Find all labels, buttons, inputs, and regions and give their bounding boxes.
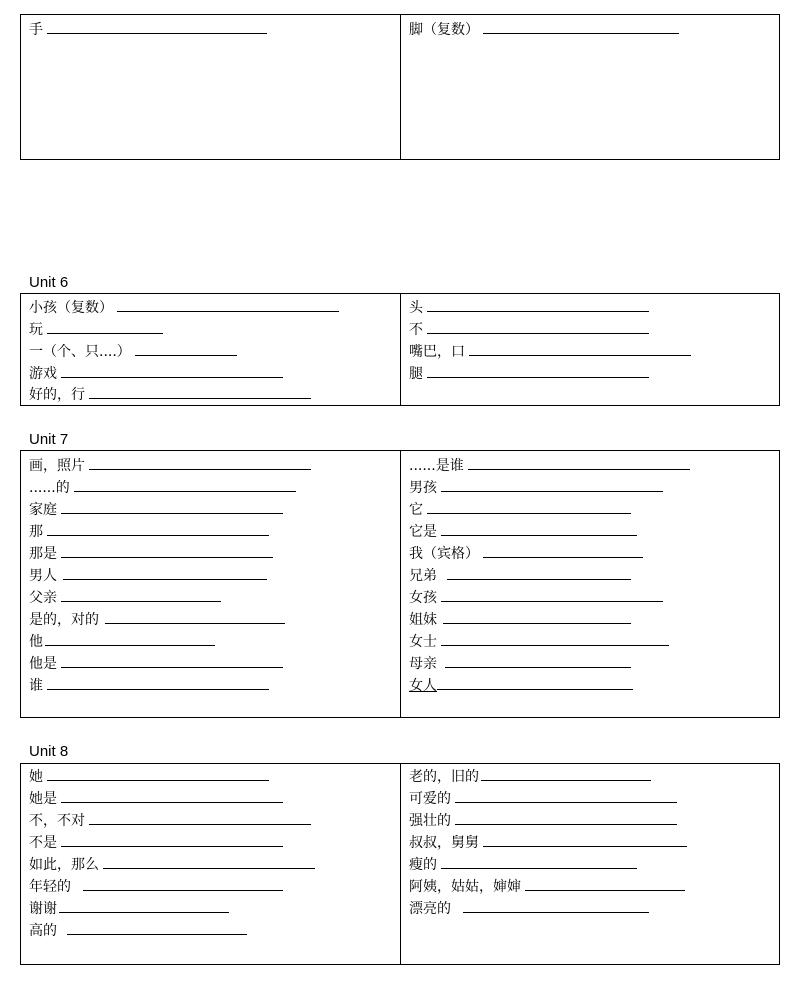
answer-blank[interactable] <box>437 675 633 690</box>
answer-blank[interactable] <box>445 653 631 668</box>
answer-blank[interactable] <box>63 565 267 580</box>
vocab-item: 瘦的 <box>409 854 637 875</box>
answer-blank[interactable] <box>74 477 296 492</box>
answer-blank[interactable] <box>463 898 649 913</box>
vocab-item: 不，不对 <box>29 810 311 831</box>
answer-blank[interactable] <box>61 832 283 847</box>
answer-blank[interactable] <box>83 876 283 891</box>
answer-blank[interactable] <box>468 455 690 470</box>
column-left <box>21 294 401 405</box>
vocab-item: 手 <box>29 19 267 40</box>
unit-6-title: Unit 6 <box>29 274 69 291</box>
answer-blank[interactable] <box>441 631 669 646</box>
answer-blank[interactable] <box>89 384 311 399</box>
vocab-item: 她 <box>29 766 269 787</box>
unit-8-title: Unit 8 <box>29 743 69 760</box>
vocab-item: ......是谁 <box>409 455 690 476</box>
vocab-item: 谁 <box>29 675 269 696</box>
vocab-item: 嘴巴，口 <box>409 341 691 362</box>
vocab-item: 阿姨，姑姑，婶婶 <box>409 876 685 897</box>
column-right <box>401 294 779 405</box>
vocab-item: ......的 <box>29 477 296 498</box>
column-left <box>21 764 401 964</box>
vocab-item: 是的，对的 <box>29 609 285 630</box>
vocab-item: 兄弟 <box>409 565 631 586</box>
answer-blank[interactable] <box>427 297 649 312</box>
vocab-item: 他 <box>29 631 215 652</box>
vocab-item: 可爱的 <box>409 788 677 809</box>
vocab-item: 它是 <box>409 521 637 542</box>
answer-blank[interactable] <box>103 854 315 869</box>
table-top <box>20 14 780 160</box>
vocab-item: 画，照片 <box>29 455 311 476</box>
column-left <box>21 15 401 159</box>
table-unit-7 <box>20 450 780 718</box>
vocab-item: 我（宾格） <box>409 543 643 564</box>
vocab-item: 父亲 <box>29 587 221 608</box>
vocab-item: 高的 <box>29 920 247 941</box>
vocab-item: 老的，旧的 <box>409 766 651 787</box>
answer-blank[interactable] <box>47 319 163 334</box>
vocab-item: 一（个、只....） <box>29 341 237 362</box>
unit-7-title: Unit 7 <box>29 431 69 448</box>
answer-blank[interactable] <box>525 876 685 891</box>
vocab-item: 那是 <box>29 543 273 564</box>
answer-blank[interactable] <box>469 341 691 356</box>
vocab-item: 年轻的 <box>29 876 283 897</box>
vocab-item: 女人 <box>409 675 633 696</box>
column-left <box>21 451 401 717</box>
vocab-item: 女士 <box>409 631 669 652</box>
vocab-item: 母亲 <box>409 653 631 674</box>
answer-blank[interactable] <box>61 653 283 668</box>
answer-blank[interactable] <box>45 631 215 646</box>
answer-blank[interactable] <box>47 521 269 536</box>
answer-blank[interactable] <box>427 363 649 378</box>
vocab-item: 强壮的 <box>409 810 677 831</box>
answer-blank[interactable] <box>61 363 283 378</box>
vocab-item: 游戏 <box>29 363 283 384</box>
vocab-item: 他是 <box>29 653 283 674</box>
answer-blank[interactable] <box>441 854 637 869</box>
answer-blank[interactable] <box>105 609 285 624</box>
answer-blank[interactable] <box>47 675 269 690</box>
answer-blank[interactable] <box>455 788 677 803</box>
answer-blank[interactable] <box>67 920 247 935</box>
vocab-item: 谢谢 <box>29 898 229 919</box>
answer-blank[interactable] <box>117 297 339 312</box>
vocab-item: 那 <box>29 521 269 542</box>
answer-blank[interactable] <box>61 587 221 602</box>
vocab-item: 如此，那么 <box>29 854 315 875</box>
answer-blank[interactable] <box>427 499 631 514</box>
vocab-item: 玩 <box>29 319 163 340</box>
answer-blank[interactable] <box>441 587 663 602</box>
answer-blank[interactable] <box>47 766 269 781</box>
vocab-item: 女孩 <box>409 587 663 608</box>
vocab-item: 家庭 <box>29 499 283 520</box>
answer-blank[interactable] <box>47 19 267 34</box>
answer-blank[interactable] <box>61 788 283 803</box>
table-unit-6 <box>20 293 780 406</box>
vocab-item: 不是 <box>29 832 283 853</box>
answer-blank[interactable] <box>443 609 631 624</box>
answer-blank[interactable] <box>61 499 283 514</box>
answer-blank[interactable] <box>447 565 631 580</box>
vocab-item: 脚（复数） <box>409 19 679 40</box>
answer-blank[interactable] <box>455 810 677 825</box>
answer-blank[interactable] <box>483 19 679 34</box>
answer-blank[interactable] <box>441 521 637 536</box>
column-right <box>401 15 779 159</box>
answer-blank[interactable] <box>61 543 273 558</box>
vocab-item: 腿 <box>409 363 649 384</box>
answer-blank[interactable] <box>427 319 649 334</box>
answer-blank[interactable] <box>481 766 651 781</box>
answer-blank[interactable] <box>89 455 311 470</box>
table-unit-8 <box>20 763 780 965</box>
vocab-item: 好的，行 <box>29 384 311 405</box>
answer-blank[interactable] <box>59 898 229 913</box>
answer-blank[interactable] <box>89 810 311 825</box>
answer-blank[interactable] <box>483 543 643 558</box>
vocab-item: 叔叔，舅舅 <box>409 832 687 853</box>
column-right <box>401 451 779 717</box>
vocab-item: 不 <box>409 319 649 340</box>
vocab-item: 小孩（复数） <box>29 297 339 318</box>
vocab-item: 姐妹 <box>409 609 631 630</box>
vocab-item: 头 <box>409 297 649 318</box>
vocab-item: 漂亮的 <box>409 898 649 919</box>
column-right <box>401 764 779 964</box>
vocab-item: 她是 <box>29 788 283 809</box>
vocab-item: 它 <box>409 499 631 520</box>
answer-blank[interactable] <box>135 341 237 356</box>
vocab-item: 男人 <box>29 565 267 586</box>
vocab-item: 男孩 <box>409 477 663 498</box>
answer-blank[interactable] <box>441 477 663 492</box>
answer-blank[interactable] <box>483 832 687 847</box>
